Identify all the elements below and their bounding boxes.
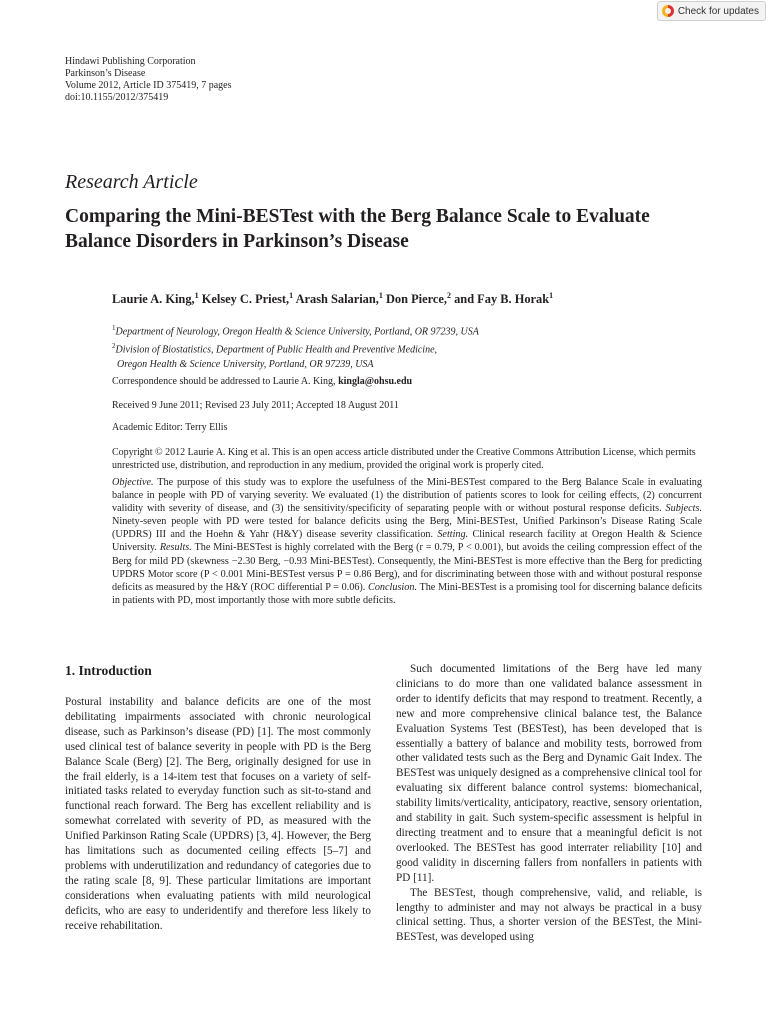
correspondence bbox=[112, 375, 412, 388]
author: Arash Salarian, bbox=[295, 292, 379, 307]
author-affil-mark: 1 bbox=[289, 291, 294, 300]
abstract bbox=[112, 476, 702, 607]
affiliation-line bbox=[112, 358, 479, 372]
publisher: Hindawi Publishing Corporation bbox=[65, 56, 196, 67]
correspondence-text: Correspondence should be addressed to Laurie A. King, bbox=[112, 376, 339, 387]
abstract-results-label: Results. bbox=[159, 542, 192, 554]
author-affil-mark: 1 bbox=[194, 291, 199, 300]
abstract-results: The Mini-BESTest is highly correlated with the Berg (r = 0.79, P < 0.001), but avoids the ceiling compression effect of the Berg for mild PD (skewness −2.30 Berg, −0.93 Mini-BESTest). Consequently, the Mini-BESTest is more effective than the Berg for predicting UPDRS Motor score (P < 0.001 Mini-BESTest versus P = 0.86 Berg), and for discriminating between those with and without postural response deficits as measured by the H&Y (ROC differential P = 0.06). bbox=[112, 542, 702, 593]
doi: doi:10.1155/2012/375419 bbox=[65, 92, 169, 103]
check-for-updates-badge[interactable] bbox=[657, 1, 766, 21]
author-affil-mark: 1 bbox=[378, 291, 383, 300]
abstract-objective-label: Objective. bbox=[112, 477, 154, 488]
copyright-notice: Copyright © 2012 Laurie A. King et al. This is an open access article distributed under the Creative Commons Attribution License, which permits unrestricted use, distribution, and reproduction in any medium, provided the original work is properly cited. bbox=[112, 447, 696, 471]
journal-name: Parkinson’s Disease bbox=[65, 68, 146, 79]
abstract-conclusion: The Mini-BESTest is a promising tool for discerning balance deficits in patients with PD, most importantly those with more subtle deficits. bbox=[112, 581, 702, 606]
affiliation-text: Department of Neurology, Oregon Health & Science University, Portland, OR 97239, USA bbox=[115, 326, 479, 338]
abstract-setting-label: Setting. bbox=[437, 529, 469, 541]
abstract-objective: The purpose of this study was to explore the usefulness of the Mini-BESTest compared to the Berg Balance Scale in evaluating balance in people with PD of varying severity. We evaluated (1) the distribution of patients scores to look for ceiling effects, (2) concurrent validity with severity of disease, and (3) the sensitivity/specificity of separating people with or without postural response deficits. bbox=[112, 477, 702, 515]
left-column bbox=[65, 662, 371, 934]
author-affil-mark: 1 bbox=[549, 291, 554, 300]
article-title: Comparing the Mini-BESTest with the Berg Balance Scale to Evaluate Balance Disorders in Parkinson’s Disease bbox=[65, 206, 650, 252]
affiliation-text: Division of Biostatistics, Department of Public Health and Preventive Medicine, bbox=[115, 344, 438, 356]
affiliations bbox=[112, 321, 479, 372]
affiliation-line bbox=[112, 339, 479, 357]
author: and Fay B. Horak bbox=[454, 292, 550, 307]
section-heading: 1. Introduction bbox=[65, 663, 152, 678]
check-for-updates-label: Check for updates bbox=[677, 5, 759, 17]
abstract-setting: Clinical research facility at Oregon Health & Science University. bbox=[112, 529, 702, 554]
intro-paragraph: The BESTest, though comprehensive, valid, and reliable, is lengthy to administer and may not always be practical in a busy clinical setting. Thus, a shorter version of the BESTest, the Mini-BESTest, was developed using bbox=[396, 886, 702, 944]
author-list bbox=[112, 291, 553, 307]
author: Kelsey C. Priest, bbox=[201, 292, 290, 307]
publication-info bbox=[65, 56, 231, 104]
author: Laurie A. King, bbox=[112, 292, 195, 307]
author: Don Pierce, bbox=[385, 292, 447, 307]
intro-paragraph: Such documented limitations of the Berg have led many clinicians to do more than one validated balance assessment in order to identify deficits that may respond to treatment. Recently, a new and more comprehensive clinical balance test, the Balance Evaluation Systems Test (BESTest), has been developed that is essentially a battery of balance and mobility tests, borrowed from other validated tests such as the Berg and Dynamic Gait Index. The BESTest was uniquely designed as a comprehensive clinical tool for evaluating six different balance control systems: biomechanical, stability limits/verticality, anticipatory, reactive, sensory orientation, and stability in gait. Such system-specific assessment is helpful in directing treatment and to ensure that a meaningful deficit is not overlooked. The BESTest has good interrater reliability [10] and good validity in discerning fallers from nonfallers in patients with PD [11]. bbox=[396, 663, 702, 884]
affiliation-mark: 1 bbox=[112, 324, 116, 332]
right-column bbox=[396, 662, 702, 945]
correspondence-email[interactable]: kingla@ohsu.edu bbox=[338, 376, 413, 387]
academic-editor: Academic Editor: Terry Ellis bbox=[112, 422, 228, 433]
abstract-conclusion-label: Conclusion. bbox=[368, 581, 417, 593]
author-affil-mark: 2 bbox=[447, 291, 451, 300]
affiliation-text: Oregon Health & Science University, Portland, OR 97239, USA bbox=[117, 358, 374, 370]
crossmark-icon bbox=[662, 5, 674, 17]
received-dates: Received 9 June 2011; Revised 23 July 2011; Accepted 18 August 2011 bbox=[112, 400, 399, 411]
volume-info: Volume 2012, Article ID 375419, 7 pages bbox=[65, 80, 232, 91]
article-type: Research Article bbox=[65, 171, 198, 193]
abstract-subjects-label: Subjects. bbox=[665, 503, 702, 515]
intro-paragraph: Postural instability and balance deficits are one of the most debilitating impairments associated with chronic neurological disease, such as Parkinson’s disease (PD) [1]. The most commonly used clinical test of balance severity in people with PD is the Berg Balance Scale (Berg) [2]. The Berg, originally designed for use in the frail elderly, is a 14-item test that focuses on a variety of self-initiated tasks related to everyday function such as sit-to-stand and functional reach forward. The Berg has excellent reliability and is somewhat correlated with severity of PD, as measured with the Unified Parkinson Rating Scale (UPDRS) [3, 4]. However, the Berg has limitations such as documented ceiling effects [5–7] and problems with underutilization and redundancy of categories due to the rating scale [8, 9]. These particular limitations are important considerations when evaluating patients with mild neurological deficits, who are easy to underidentify and therefore less likely to receive rehabilitation. bbox=[65, 696, 371, 932]
abstract-subjects: Ninety-seven people with PD were tested for balance deficits using the Berg, Mini-BESTest, Unified Parkinson’s Disease Rating Scale (UPDRS) III and the Hoehn & Yahr (H&Y) disease severity classification. bbox=[112, 516, 702, 541]
affiliation-line bbox=[112, 321, 479, 339]
affiliation-mark: 2 bbox=[112, 342, 116, 351]
